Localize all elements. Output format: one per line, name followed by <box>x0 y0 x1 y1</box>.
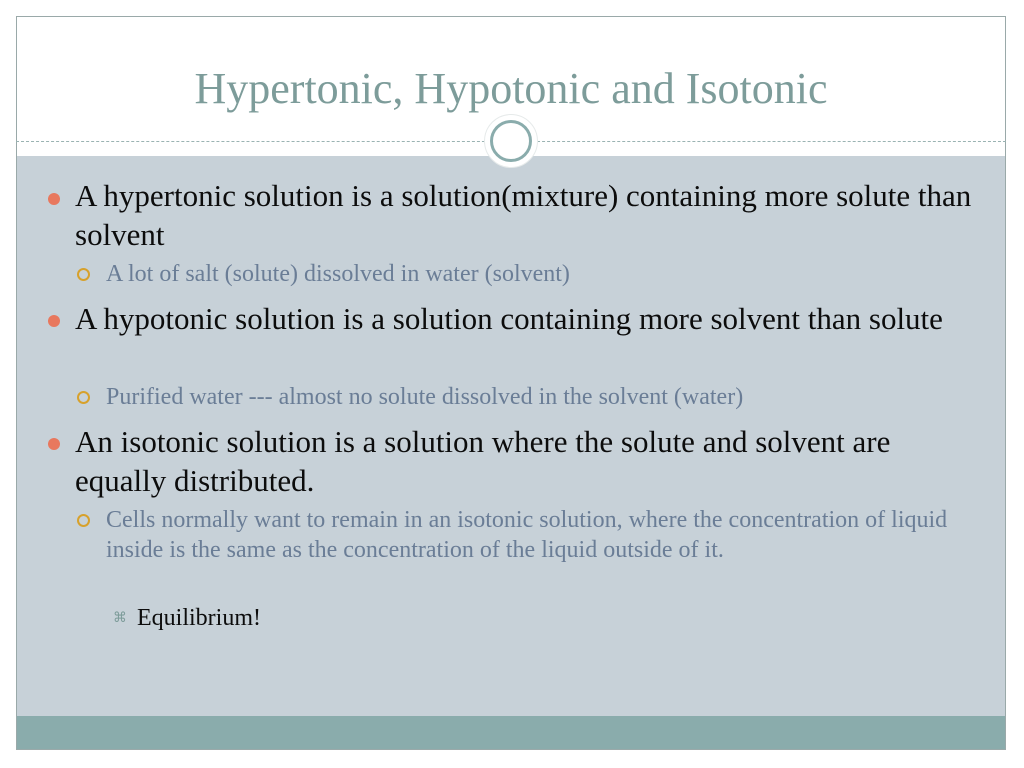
slide-title: Hypertonic, Hypotonic and Isotonic <box>194 64 828 113</box>
bullet-text-hypertonic: A hypertonic solution is a solution(mixture) containing more solute than solvent <box>75 178 972 252</box>
sub-bullet-cells: Cells normally want to remain in an isotonic solution, where the concentration of liquid inside is the same as the concentration of the liquid outside of it. <box>106 507 948 563</box>
sub-bullet-salt: A lot of salt (solute) dissolved in water (solvent) <box>106 261 570 287</box>
level2-bullet-icon <box>77 391 90 404</box>
level2-bullet-icon <box>77 514 90 527</box>
level2-bullet-icon <box>77 268 90 281</box>
level1-bullet-icon <box>48 438 60 450</box>
level1-bullet-icon <box>48 315 60 327</box>
x-mark-bullet-icon: ⌘ <box>113 611 127 626</box>
sub-sub-bullet-equilibrium: Equilibrium! <box>137 605 261 631</box>
level1-bullet-icon <box>48 193 60 205</box>
bullet-text-hypotonic: A hypotonic solution is a solution containing more solvent than solute <box>75 301 943 336</box>
sub-bullet-purified-water: Purified water --- almost no solute dissolved in the solvent (water) <box>106 384 744 410</box>
bullet-text-isotonic: An isotonic solution is a solution where the solute and solvent are equally distributed. <box>75 424 891 498</box>
